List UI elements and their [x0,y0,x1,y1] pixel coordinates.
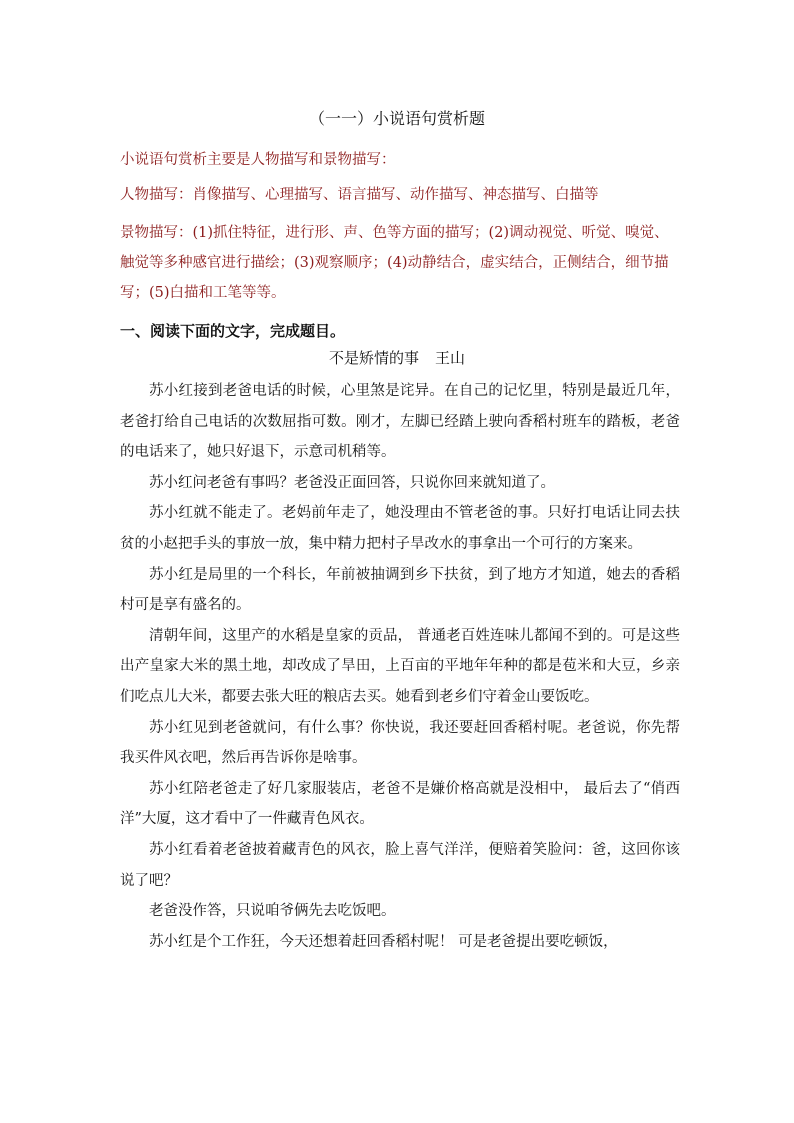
page-title: （一一）小说语句赏析题 [308,109,485,128]
story-paragraph: 老爸没作答，只说咱爷俩先去吃饭吧。 [149,903,396,920]
story-body [120,376,680,957]
intro-line-scenery: 景物描写：(1)抓住特征，进行形、声、色等方面的描写；(2)调动视觉、听觉、嗅觉、触觉等多种感官进行描绘；(3)观察顺序；(4)动静结合，虚实结合，正侧结合，细节描写；(5)白描和工笔等等。 [120,225,669,301]
story-paragraph: 苏小红是个工作狂，今天还想着赶回香稻村呢！ 可是老爸提出要吃顿饭， [149,933,618,950]
intro-block-character [120,183,680,207]
intro-line-character: 人物描写：肖像描写、心理描写、语言描写、动作描写、神态描写、白描等 [120,187,599,203]
story-author: 王山 [435,349,466,367]
story-paragraph: 苏小红看着老爸披着藏青色的风衣，脸上喜气洋洋，便赔着笑脸问：爸，这回你该说了吧？ [120,841,680,889]
section-heading: 一、阅读下面的文字，完成题目。 [120,322,346,340]
story-paragraph: 苏小红接到老爸电话的时候，心里煞是诧异。在自己的记忆里，特别是最近几年，老爸打给自己电话的次数屈指可数。刚才，左脚已经踏上驶向香稻村班车的踏板，老爸的电话来了，她只好退下，示意司机稍等。 [120,383,680,461]
story-paragraph: 苏小红就不能走了。老妈前年走了，她没理由不管老爸的事。只好打电话让同去扶贫的小赵把手头的事放一放，集中精力把村子旱改水的事拿出一个可行的方案来。 [120,505,680,552]
intro-block-scenery [120,218,680,308]
intro-line-summary: 小说语句赏析主要是人物描写和景物描写： [120,152,396,168]
story-title-line [0,347,794,368]
intro-block [120,148,680,172]
story-title: 不是矫情的事 [328,349,419,367]
story-paragraph: 苏小红陪老爸走了好几家服装店，老爸不是嫌价格高就是没相中， 最后去了“俏西洋”大厦，这才看中了一件藏青色风衣。 [120,780,680,828]
story-paragraph: 苏小红问老爸有事吗？老爸没正面回答，只说你回来就知道了。 [149,474,555,491]
story-paragraph: 苏小红见到老爸就问，有什么事？你快说，我还要赶回香稻村呢。老爸说，你先帮我买件风衣吧，然后再告诉你是啥事。 [120,719,680,767]
story-paragraph: 清朝年间，这里产的水稻是皇家的贡品， 普通老百姓连味儿都闻不到的。可是这些出产皇家大米的黑土地，却改成了旱田，上百亩的平地年年种的都是苞米和大豆，乡亲们吃点儿大米，都要去张大旺的粮店去买。她看到老乡们守着金山要饭吃。 [120,627,680,705]
story-paragraph: 苏小红是局里的一个科长，年前被抽调到乡下扶贫，到了地方才知道，她去的香稻村可是享有盛名的。 [120,566,680,614]
